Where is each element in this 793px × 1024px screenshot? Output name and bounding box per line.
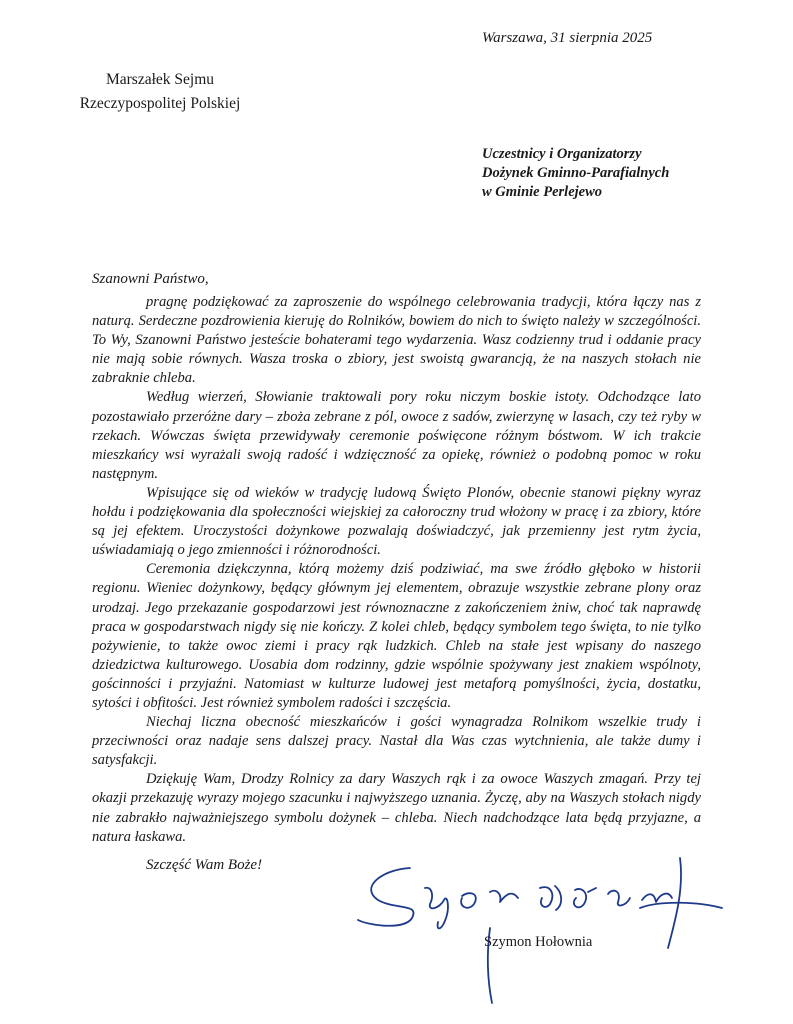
- paragraph: Dziękuję Wam, Drodzy Rolnicy za dary Waszych rąk i za owoce Waszych zmagań. Przy tej okazji przekazuję wyrazy mojego szacunku i najwyższego uznania. Życzę, aby na Waszych stołach nigdy nie zabrakło najważniejszego symbolu dożynek – chleba. Niech nadchodzące lata będą przyjazne, a natura łaskawa.: [92, 771, 701, 845]
- recipient-line-2: Dożynek Gminno-Parafialnych: [482, 165, 670, 181]
- sender-title: Marszałek Sejmu: [105, 71, 215, 88]
- sender-block: [60, 68, 260, 116]
- letter-date: Warszawa, 31 sierpnia 2025: [482, 30, 653, 46]
- handwritten-signature: [350, 848, 730, 1008]
- closing-phrase: Szczęść Wam Boże!: [146, 857, 263, 873]
- paragraph: Ceremonia dziękczynna, którą możemy dziś podziwiać, ma swe źródło głęboko w historii regionu. Wieniec dożynkowy, będący głównym jej elementem, obrazuje wszystkie zebrane plony oraz urodzaj. Jego przekazanie gospodarzowi jest równoznaczne z zakończeniem żniw, choć tak naprawdę praca w gospodarstwach nigdy się nie kończy. Z kolei chleb, będący symbolem tego święta, to nie tylko pożywienie, to także owoc ziemi i pracy rąk ludzkich. Chleb na stałe jest wpisany do naszego dziedzictwa kulturowego. Uosabia dom rodzinny, gdzie wspólnie spożywany jest znakiem wspólnoty, gościnności i przyjaźni. Natomiast w kulturze ludowej jest metaforą pomyślności, życia, dostatku, sytości i obfitości. Jest również symbolem radości i szczęścia.: [92, 561, 701, 711]
- paragraph: Według wierzeń, Słowianie traktowali pory roku niczym boskie istoty. Odchodzące lato pozostawiało przeróżne dary – zboża zebrane z pól, owoce z sadów, zwierzynę w lasach, czy też ryby w rzekach. Wówczas święta przewidywały ceremonie poświęcone różnym bóstwom. W ich trakcie mieszkańcy wsi wyrażali swoją radość i wdzięczność za opiekę, również o podobną pomoc w roku następnym.: [92, 389, 701, 482]
- letter-body: [92, 293, 701, 847]
- salutation: Szanowni Państwo,: [92, 271, 209, 287]
- recipient-block: [482, 145, 669, 202]
- paragraph: Niechaj liczna obecność mieszkańców i gości wynagradza Rolnikom wszelkie trudy i przeciwności oraz nadaje sens dalszej pracy. Nastał dla Was czas wytchnienia, ale także dumy i satysfakcji.: [92, 714, 701, 769]
- paragraph: Wpisujące się od wieków w tradycję ludową Święto Plonów, obecnie stanowi piękny wyraz hołdu i podziękowania dla społeczności wiejskiej za całoroczny trud włożony w pracę i za zbiory, które są jej efektem. Uroczystości dożynkowe pozwalają doświadczyć, jak przemienny jest rytm życia, uświadamiają o jego zmienności i różnorodności.: [92, 484, 701, 559]
- recipient-line-1: Uczestnicy i Organizatorzy: [482, 146, 642, 162]
- signer-name: Szymon Hołownia: [484, 934, 593, 950]
- paragraph: pragnę podziękować za zaproszenie do wspólnego celebrowania tradycji, która łączy nas z naturą. Serdeczne pozdrowienia kieruję do Rolników, bowiem do nich to święto należy w szczególności. To Wy, Szanowni Państwo jesteście bohaterami tego wydarzenia. Wasz codzienny trud i oddanie pracy nie mają sobie równych. Wasza troska o zbiory, jest swoistą gwarancją, że na naszych stołach nie zabraknie chleba.: [92, 294, 701, 387]
- recipient-line-3: w Gminie Perlejewo: [482, 184, 603, 200]
- sender-institution: Rzeczypospolitej Polskiej: [79, 95, 241, 112]
